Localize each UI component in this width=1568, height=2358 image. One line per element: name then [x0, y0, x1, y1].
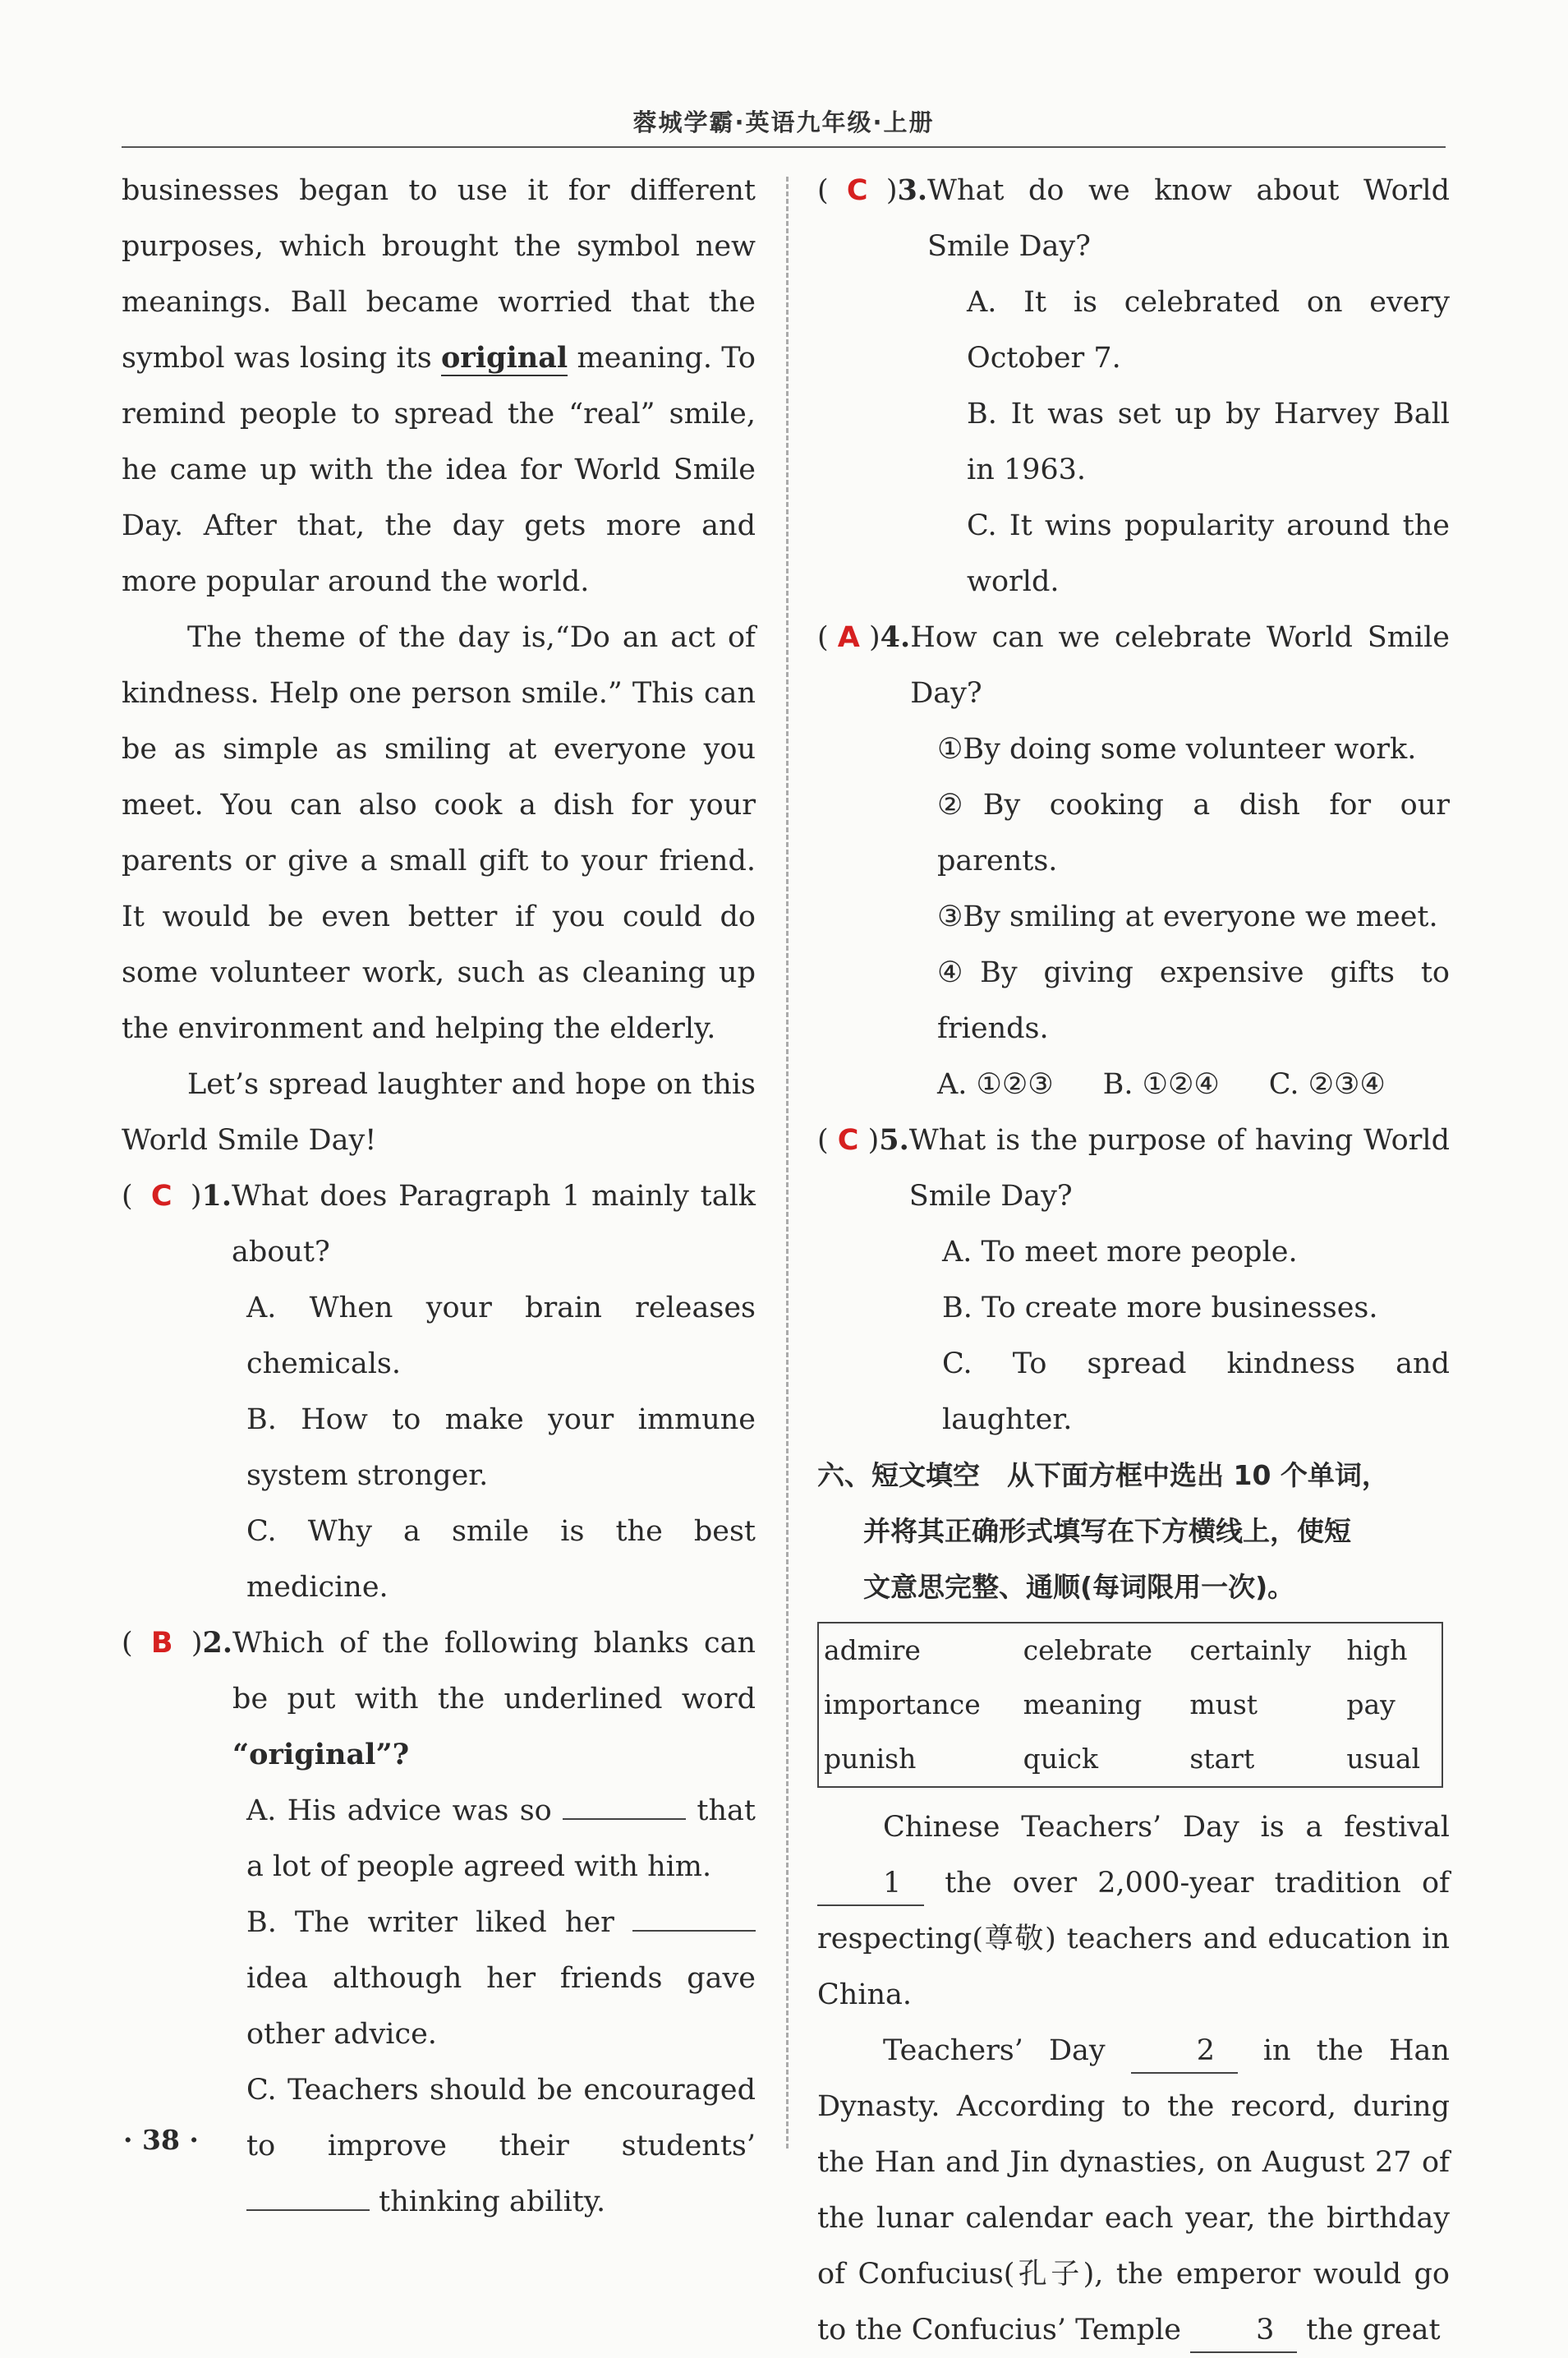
option-b: B. The writer liked her idea although her friends gave other advice.	[246, 1895, 756, 2062]
answer-blank[interactable]	[246, 2176, 370, 2211]
option-b: B. ①②④	[1102, 1068, 1220, 1101]
answer-mark: A	[837, 621, 860, 654]
cloze-blank-2[interactable]: 2	[1131, 2029, 1238, 2074]
answer-blank[interactable]	[563, 1785, 686, 1820]
option-c: C. Teachers should be encouraged to improve their students’ thinking ability.	[246, 2074, 756, 2218]
word-bank	[817, 1622, 1443, 1788]
question-stem: What do we know about World Smile Day?	[927, 174, 1450, 263]
option-a: A. ①②③	[937, 1068, 1054, 1101]
word-row: punish quick start usual	[824, 1743, 1421, 1775]
word-row: admire celebrate certainly high	[824, 1634, 1408, 1666]
option-c: C. To spread kindness and laughter.	[942, 1347, 1450, 1436]
passage-paragraph-3: Let’s spread laughter and hope on this World Smile Day!	[122, 1068, 756, 1157]
option-c: C. Why a smile is the best medicine.	[246, 1515, 756, 1604]
answer-blank[interactable]	[632, 1897, 756, 1932]
question-4: ( A ) 4. How can we celebrate World Smile Day? ①By doing some volunteer work. ②By cooking a dish for our parents. ③By smiling at everyone we meet. ④By giving expensive gifts to friends. A. ①②③ B. ①②④ C. ②③④	[817, 610, 1450, 1112]
column-divider	[786, 177, 789, 2148]
passage-paragraph-1: businesses began to use it for different purposes, which brought the symbol new meanings. Ball became worried that the symbol was losing its original meaning. To remind people to spread the “real” smile, he came up with the idea for World Smile Day. After that, the day gets more and more popular around the world.	[122, 174, 756, 598]
section-heading: 六、短文填空 从下面方框中选出 10 个单词， 并将其正确形式填写在下方横线上，使短 文意思完整、通顺(每词限用一次)。	[817, 1459, 1389, 1603]
question-stem: What does Paragraph 1 mainly talk about?	[232, 1180, 756, 1269]
statement-3: ③By smiling at everyone we meet.	[937, 900, 1438, 933]
answer-mark: C	[837, 1124, 859, 1157]
question-2: ( B ) 2. Which of the following blanks can be put with the underlined word “original”? A. His advice was so that a lot of people agreed with him. B. The writer liked her idea although her friends gave other advice. C. Teachers should be encouraged to improve their students’ thinking ability.	[122, 1615, 756, 2230]
running-header	[122, 99, 1446, 148]
option-c: C. It wins popularity around the world.	[967, 509, 1450, 598]
underlined-word: original	[440, 341, 568, 375]
choice-row	[937, 1057, 1450, 1112]
page-number: · 38 ·	[123, 2124, 199, 2156]
question-stem: How can we celebrate World Smile Day?	[910, 621, 1450, 710]
answer-mark: C	[150, 1180, 172, 1213]
statement-2: ②By cooking a dish for our parents.	[937, 789, 1450, 877]
question-stem: Which of the following blanks can be put with the underlined word “original”?	[232, 1627, 756, 1771]
cloze-paragraph-2: Teachers’ Day 2 in the Han Dynasty. According to the record, during the Han and Jin dynasties, on August 27 of the lunar calendar each year, the birthday of Confucius(孔子), the emperor would go to the Confucius’ Temple 3 the great	[817, 2023, 1450, 2358]
option-a: A. When your brain releases chemicals.	[246, 1292, 756, 1380]
question-5: ( C ) 5. What is the purpose of having World Smile Day? A. To meet more people. B. To create more businesses. C. To spread kindness and laughter.	[817, 1112, 1450, 1448]
answer-mark: C	[846, 174, 868, 207]
answer-mark: B	[150, 1627, 173, 1660]
statement-4: ④By giving expensive gifts to friends.	[937, 956, 1450, 1045]
cloze-blank-3[interactable]: 3	[1190, 2309, 1297, 2353]
right-column	[817, 163, 1450, 2358]
question-3: ( C ) 3. What do we know about World Smile Day? A. It is celebrated on every October 7. B. It was set up by Harvey Ball in 1963. C. It wins popularity around the world.	[817, 163, 1450, 610]
cloze-paragraph-1: Chinese Teachers’ Day is a festival 1 the over 2,000-year tradition of respecting(尊敬) teachers and education in China.	[817, 1811, 1450, 2011]
option-b: B. It was set up by Harvey Ball in 1963.	[967, 398, 1450, 486]
option-a: A. It is celebrated on every October 7.	[967, 286, 1450, 375]
header-title: 蓉城学霸·英语九年级·上册	[632, 108, 935, 136]
left-column	[122, 163, 756, 2230]
passage-paragraph-2: The theme of the day is,“Do an act of kindness. Help one person smile.” This can be as simple as smiling at everyone you meet. You can also cook a dish for your parents or give a small gift to your friend. It would be even better if you could do some volunteer work, such as cleaning up the environment and helping the elderly.	[122, 621, 756, 1045]
statement-1: ①By doing some volunteer work.	[937, 733, 1417, 766]
question-1: ( C ) 1. What does Paragraph 1 mainly talk about? A. When your brain releases chemicals. B. How to make your immune system stronger. C. Why a smile is the best medicine.	[122, 1168, 756, 1615]
cloze-blank-1[interactable]: 1	[817, 1862, 924, 1906]
option-a: A. To meet more people.	[942, 1236, 1298, 1269]
option-a: A. His advice was so that a lot of people agreed with him.	[246, 1783, 756, 1895]
word-row: importance meaning must pay	[824, 1688, 1396, 1720]
option-b: B. How to make your immune system stronger.	[246, 1403, 756, 1492]
option-c: C. ②③④	[1268, 1068, 1386, 1101]
option-b: B. To create more businesses.	[942, 1292, 1378, 1324]
question-stem: What is the purpose of having World Smile Day?	[908, 1124, 1450, 1213]
